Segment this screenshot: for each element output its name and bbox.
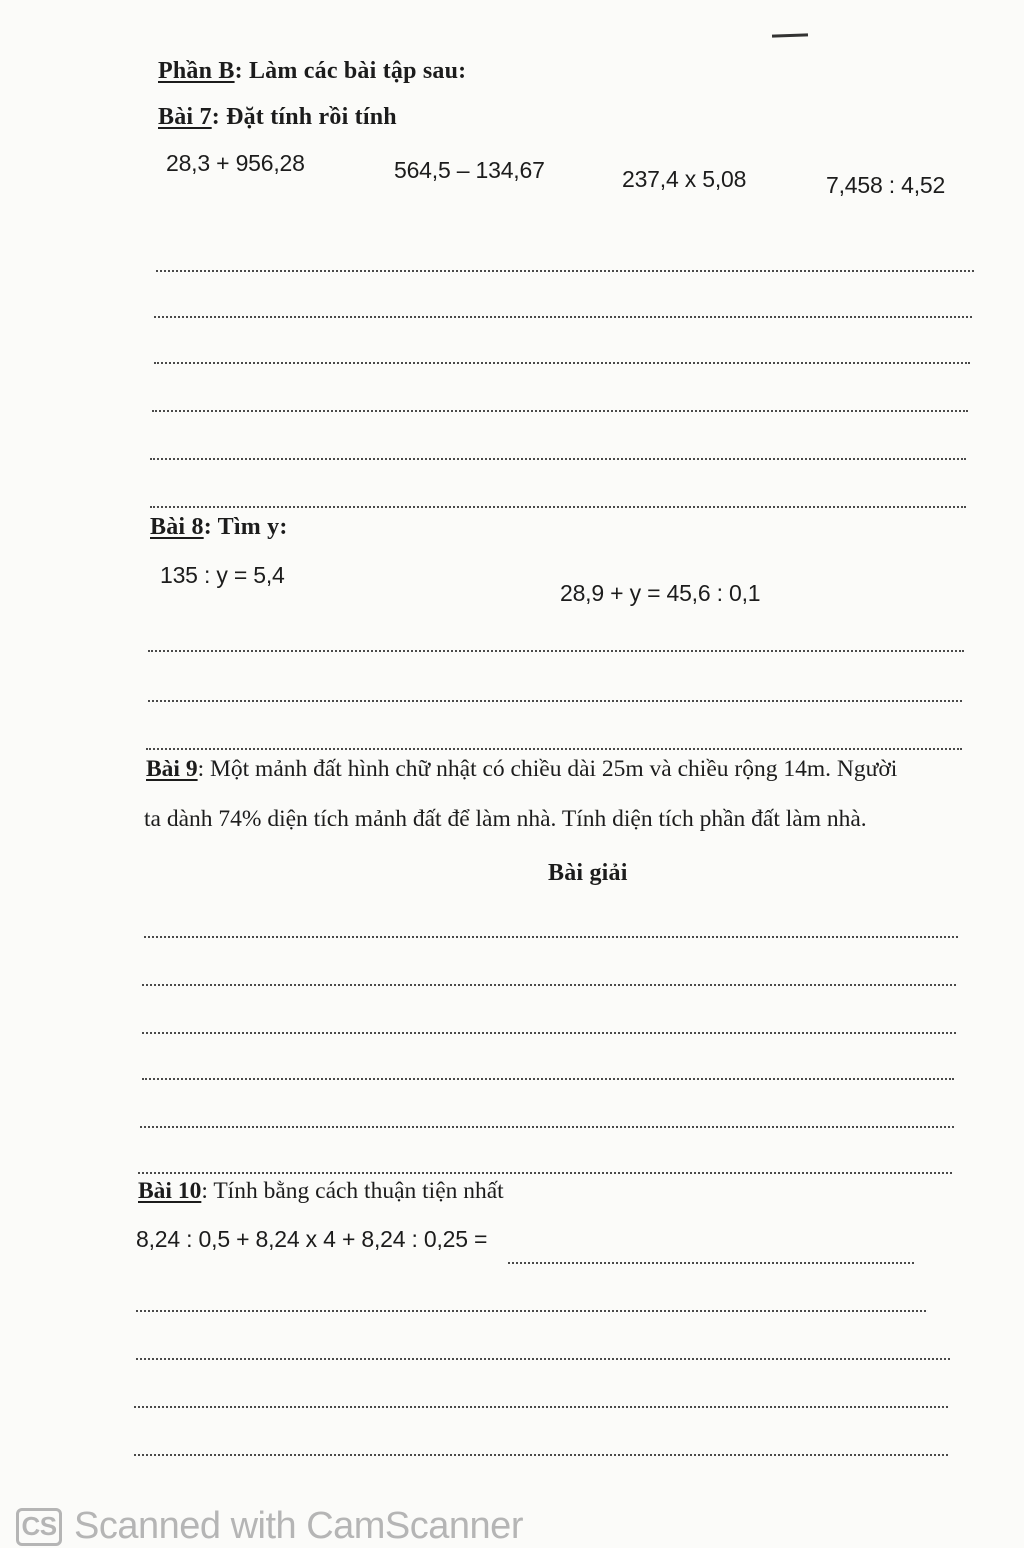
bai9-text-1: : Một mảnh đất hình chữ nhật có chiều dài 25m và chiều rộng 14m. Người: [197, 756, 898, 782]
bai7-expression-1: 28,3 + 956,28: [166, 150, 305, 176]
watermark-text: Scanned with CamScanner: [74, 1505, 523, 1547]
bai9-solution-title: Bài giải: [548, 860, 628, 886]
bai8-heading: [150, 514, 288, 541]
bai8-label: Bài 8: [150, 514, 204, 540]
answer-line[interactable]: [508, 1262, 914, 1264]
bai7-expression-4: 7,458 : 4,52: [826, 172, 946, 198]
camscanner-watermark: [16, 1505, 523, 1548]
bai10-label: Bài 10: [138, 1178, 202, 1204]
bai9-line-1: [146, 756, 897, 783]
bai7-label: Bài 7: [158, 104, 212, 130]
bai10-expression: 8,24 : 0,5 + 8,24 x 4 + 8,24 : 0,25 =: [136, 1226, 488, 1252]
bai7-expression-2: 564,5 – 134,67: [394, 157, 545, 183]
answer-line[interactable]: [148, 700, 962, 702]
bai10-title: : Tính bằng cách thuận tiện nhất: [201, 1178, 504, 1204]
answer-line[interactable]: [140, 1126, 954, 1128]
part-b-label: Phần B: [158, 58, 235, 84]
answer-line[interactable]: [152, 410, 968, 412]
answer-line[interactable]: [136, 1358, 950, 1360]
bai7-title: : Đặt tính rồi tính: [211, 104, 397, 130]
answer-line[interactable]: [150, 458, 966, 460]
part-b-text: : Làm các bài tập sau:: [234, 58, 467, 84]
answer-line[interactable]: [136, 1310, 926, 1312]
answer-line[interactable]: [146, 748, 962, 750]
answer-line[interactable]: [150, 506, 966, 508]
answer-line[interactable]: [144, 936, 958, 938]
answer-line[interactable]: [154, 316, 972, 318]
bai8-title: : Tìm y:: [203, 514, 288, 540]
answer-line[interactable]: [156, 270, 974, 272]
part-b-heading: [158, 58, 466, 85]
answer-line[interactable]: [142, 984, 956, 986]
answer-line[interactable]: [134, 1454, 948, 1456]
answer-line[interactable]: [142, 1032, 956, 1034]
answer-line[interactable]: [148, 650, 964, 652]
bai7-heading: [158, 104, 397, 131]
bai7-expression-3: 237,4 x 5,08: [622, 166, 747, 192]
answer-line[interactable]: [138, 1172, 952, 1174]
answer-line[interactable]: [142, 1078, 954, 1080]
answer-line[interactable]: [134, 1406, 948, 1408]
answer-line[interactable]: [154, 362, 970, 364]
bai8-equation-2: 28,9 + y = 45,6 : 0,1: [560, 580, 761, 606]
bai9-label: Bài 9: [146, 756, 198, 782]
bai9-line-2: ta dành 74% diện tích mảnh đất để làm nhà. Tính diện tích phần đất làm nhà.: [144, 806, 867, 832]
camscanner-logo: CS: [16, 1508, 62, 1546]
bai10-heading: [138, 1178, 504, 1205]
bai8-equation-1: 135 : y = 5,4: [160, 562, 285, 588]
pen-mark: [772, 33, 808, 37]
